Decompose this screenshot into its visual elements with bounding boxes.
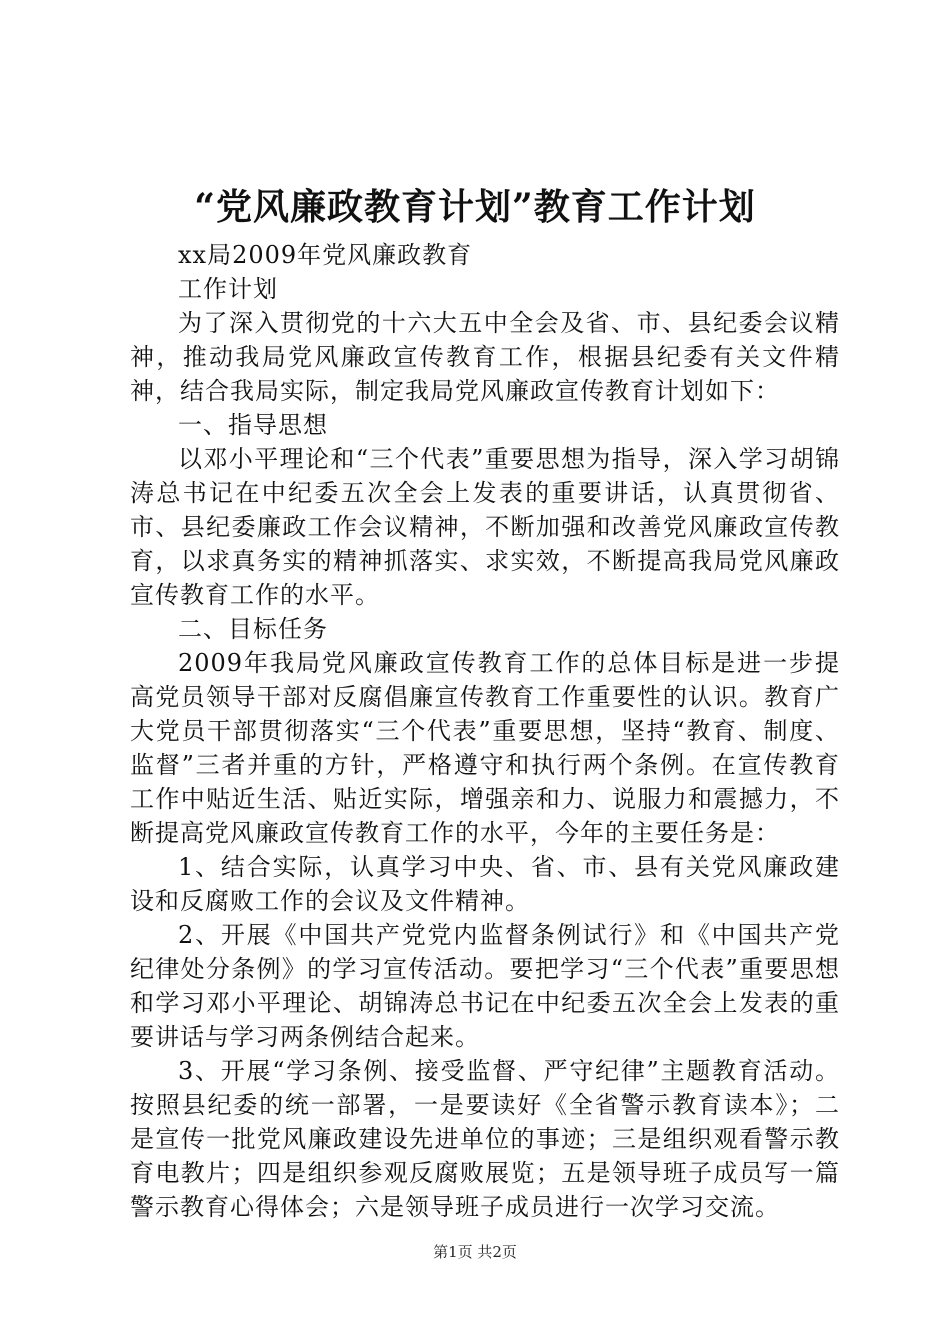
page-footer: 第1页 共2页 — [433, 1243, 517, 1261]
list-item-1: 1、结合实际，认真学习中央、省、市、县有关党风廉政建设和反腐败工作的会议及文件精神。 — [130, 853, 840, 915]
section-heading-guiding-thought: 一、指导思想 — [178, 411, 328, 439]
document-title: “党风廉政教育计划”教育工作计划 — [194, 186, 756, 228]
paragraph-intro: 为了深入贯彻党的十六大五中全会及省、市、县纪委会议精神，推动我局党风廉政宣传教育工作，根据县纪委有关文件精神，结合我局实际，制定我局党风廉政宣传教育计划如下： — [130, 309, 840, 405]
list-item-3: 3、开展“学习条例、接受监督、严守纪律”主题教育活动。按照县纪委的统一部署，一是要读好《全省警示教育读本》；二是宣传一批党风廉政建设先进单位的事迹；三是组织观看警示教育电教片；四是组织参观反腐败展览；五是领导班子成员写一篇警示教育心得体会；六是领导班子成员进行一次学习交流。 — [130, 1057, 840, 1221]
paragraph-heading-line-2: 工作计划 — [178, 275, 278, 303]
paragraph-goals: 2009年我局党风廉政宣传教育工作的总体目标是进一步提高党员领导干部对反腐倡廉宣传教育工作重要性的认识。教育广大党员干部贯彻落实“三个代表”重要思想，坚持“教育、制度、监督”三者并重的方针，严格遵守和执行两个条例。在宣传教育工作中贴近生活、贴近实际，增强亲和力、说服力和震撼力，不断提高党风廉政宣传教育工作的水平，今年的主要任务是： — [130, 649, 840, 847]
list-item-2: 2、开展《中国共产党党内监督条例试行》和《中国共产党纪律处分条例》的学习宣传活动。要把学习“三个代表”重要思想和学习邓小平理论、胡锦涛总书记在中纪委五次全会上发表的重要讲话与学习两条例结合起来。 — [130, 921, 840, 1051]
section-heading-goals: 二、目标任务 — [178, 615, 328, 643]
paragraph-guiding-thought: 以邓小平理论和“三个代表”重要思想为指导，深入学习胡锦涛总书记在中纪委五次全会上发表的重要讲话，认真贯彻省、市、县纪委廉政工作会议精神，不断加强和改善党风廉政宣传教育，以求真务实的精神抓落实、求实效，不断提高我局党风廉政宣传教育工作的水平。 — [130, 445, 840, 609]
document-body — [130, 238, 840, 1224]
paragraph-heading-line-1: xx局2009年党风廉政教育 — [178, 241, 473, 269]
